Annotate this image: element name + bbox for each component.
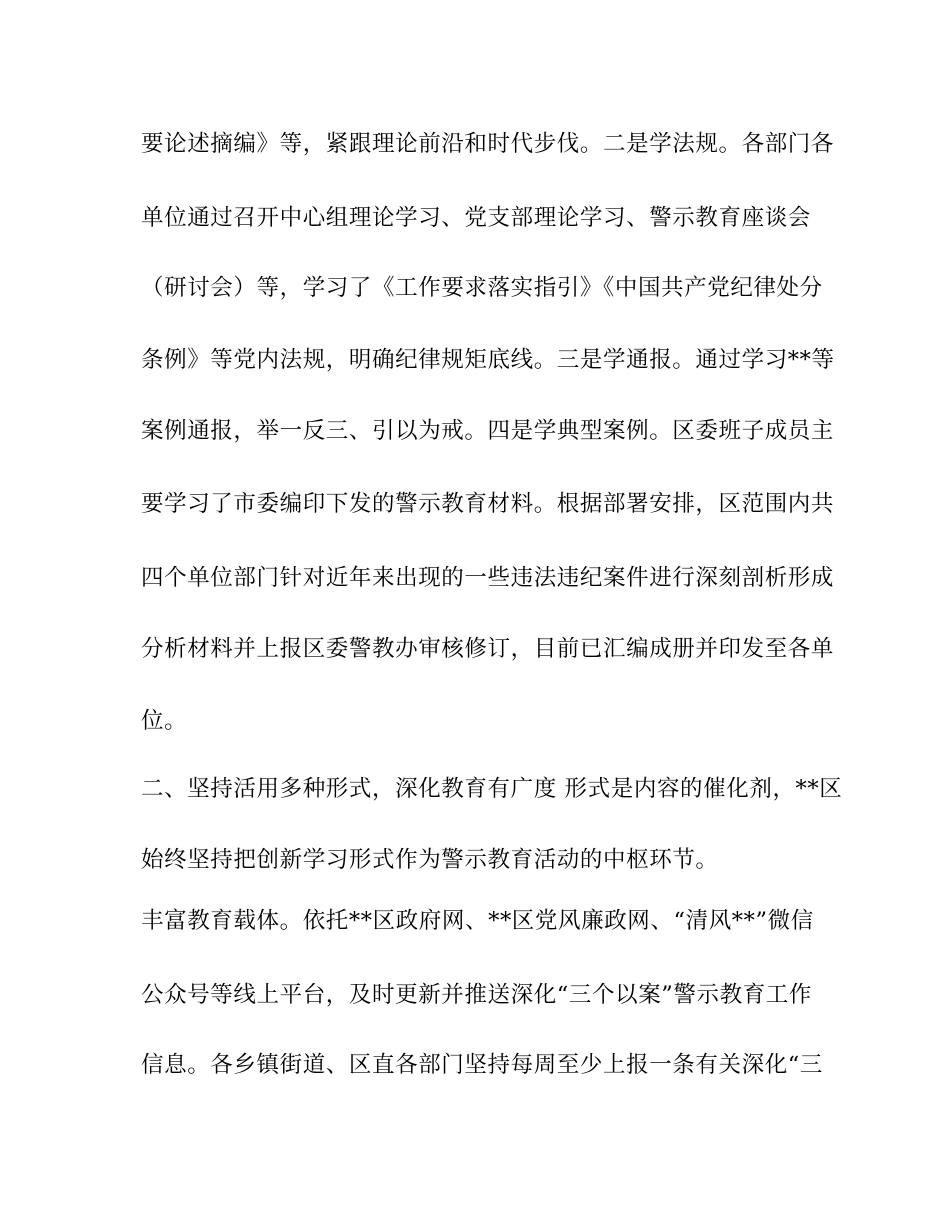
- text-line: （研讨会）等，学习了《工作要求落实指引》《中国共产党纪律处分: [141, 275, 823, 301]
- text-line: 信息。各乡镇街道、区直各部门坚持每周至少上报一条有关深化“三: [141, 1052, 824, 1078]
- text-line: 单位通过召开中心组理论学习、党支部理论学习、警示教育座谈会: [141, 205, 811, 231]
- text-line: 位。: [141, 708, 188, 734]
- text-line: 案例通报，举一反三、引以为戒。四是学典型案例。区委班子成员主: [141, 418, 835, 444]
- text-line: 要学习了市委编印下发的警示教育材料。根据部署安排，区范围内共: [141, 491, 835, 517]
- text-line: 要论述摘编》等，紧跟理论前沿和时代步伐。二是学法规。各部门各: [141, 131, 835, 157]
- text-line: 丰富教育载体。依托**区政府网、**区党风廉政网、“清风**”微信: [141, 908, 814, 934]
- text-line: 条例》等党内法规，明确纪律规矩底线。三是学通报。通过学习**等: [141, 347, 835, 373]
- text-line: 始终坚持把创新学习形式作为警示教育活动的中枢环节。: [141, 847, 719, 873]
- text-line: 公众号等线上平台，及时更新并推送深化“三个以案”警示教育工作: [141, 982, 813, 1008]
- section-heading-line: 二、坚持活用多种形式，深化教育有广度 形式是内容的催化剂，**区: [141, 776, 843, 802]
- text-line: 四个单位部门针对近年来出现的一些违法违纪案件进行深刻剖析形成: [141, 565, 835, 591]
- text-line: 分析材料并上报区委警教办审核修订，目前已汇编成册并印发至各单: [141, 636, 835, 662]
